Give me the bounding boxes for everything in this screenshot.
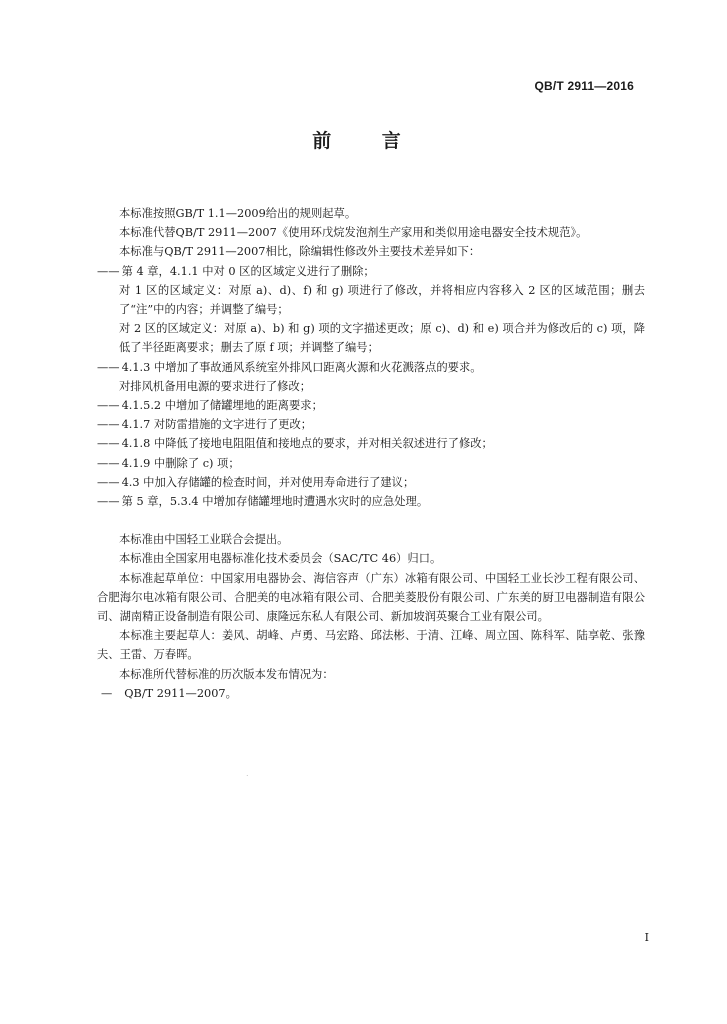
change-item xyxy=(97,454,645,473)
change-item-text: 4.1.9 中删除了 c) 项； xyxy=(121,456,240,470)
paragraph-drafters: 本标准主要起草人：姜风、胡峰、卢勇、马宏路、邱法彬、于清、江峰、周立国、陈科军、陆享乾、张豫夫、王雷、万春晖。 xyxy=(97,629,645,662)
paragraph-drafting-rules: 本标准按照GB/T 1.1—2009给出的规则起草。 xyxy=(119,207,357,220)
paragraph-committee: 本标准由全国家用电器标准化技术委员会（SAC/TC 46）归口。 xyxy=(119,552,442,566)
dash-mark: —— xyxy=(97,475,120,489)
change-item xyxy=(97,415,645,434)
dash-mark: — xyxy=(101,686,113,700)
history-item-text: QB/T 2911—2007。 xyxy=(124,686,237,700)
change-item-text: 第 4 章，4.1.1 中对 0 区的区域定义进行了删除； xyxy=(121,264,375,278)
dash-mark: —— xyxy=(97,418,120,432)
page-number: I xyxy=(644,931,649,944)
paragraph-replaces: 本标准代替QB/T 2911—2007《使用环戊烷发泡剂生产家用和类似用途电器安全技术规范》。 xyxy=(119,226,588,240)
scan-speck: . xyxy=(246,769,249,778)
dash-mark: —— xyxy=(97,264,120,278)
page-title: 前 言 xyxy=(312,130,423,152)
change-item-text: 4.1.5.2 中增加了储罐埋地的距离要求； xyxy=(121,399,323,413)
dash-mark: —— xyxy=(97,437,120,451)
change-item-text: 4.1.7 对防雷措施的文字进行了更改； xyxy=(121,418,313,432)
dash-mark: —— xyxy=(97,360,120,374)
change-subitem: 对 1 区的区域定义：对原 a)、d)、f) 和 g) 项进行了修改，并将相应内容移入 2 区的区域范围；删去了“注”中的内容；并调整了编号； xyxy=(119,283,645,317)
change-item xyxy=(97,262,645,281)
change-item xyxy=(97,473,645,492)
paragraph-differences-intro: 本标准与QB/T 2911—2007相比，除编辑性修改外主要技术差异如下： xyxy=(119,245,481,259)
history-item xyxy=(97,684,645,703)
change-item xyxy=(97,358,645,377)
change-item-text: 4.1.3 中增加了事故通风系统室外排风口距离火源和火花溅落点的要求。 xyxy=(121,360,482,374)
change-item xyxy=(97,492,645,511)
paragraph-gap xyxy=(97,511,645,530)
dash-mark: —— xyxy=(97,456,120,470)
change-item xyxy=(97,396,645,415)
paragraph-drafting-units: 本标准起草单位：中国家用电器协会、海信容声（广东）冰箱有限公司、中国轻工业长沙工程有限公司、合肥海尔电冰箱有限公司、合肥美的电冰箱有限公司、合肥美菱股份有限公司、广东美的厨卫电器制造有限公司、湖南精正设备制造有限公司、康隆远东私人有限公司、新加坡润英聚合工业有限公司。 xyxy=(97,571,645,624)
change-item xyxy=(97,434,645,453)
paragraph-proposer: 本标准由中国轻工业联合会提出。 xyxy=(119,533,289,547)
change-subitem: 对排风机备用电源的要求进行了修改； xyxy=(119,379,312,393)
dash-mark: —— xyxy=(97,495,120,509)
foreword-body xyxy=(97,204,645,703)
change-subitem: 对 2 区的区域定义：对原 a)、b) 和 g) 项的文字描述更改；原 c)、d) 和 e) 项合并为修改后的 c) 项，降低了半径距离要求；删去了原 f 项；并调整了编号； xyxy=(119,322,645,355)
standard-code: QB/T 2911—2016 xyxy=(534,79,634,93)
change-item-text: 4.3 中加入存储罐的检查时间，并对使用寿命进行了建议； xyxy=(121,475,415,489)
change-item-text: 4.1.8 中降低了接地电阻阻值和接地点的要求，并对相关叙述进行了修改； xyxy=(121,437,493,451)
paragraph-history-intro: 本标准所代替标准的历次版本发布情况为： xyxy=(119,667,334,681)
change-item-text: 第 5 章，5.3.4 中增加存储罐埋地时遭遇水灾时的应急处理。 xyxy=(121,495,429,509)
dash-mark: —— xyxy=(97,399,120,413)
